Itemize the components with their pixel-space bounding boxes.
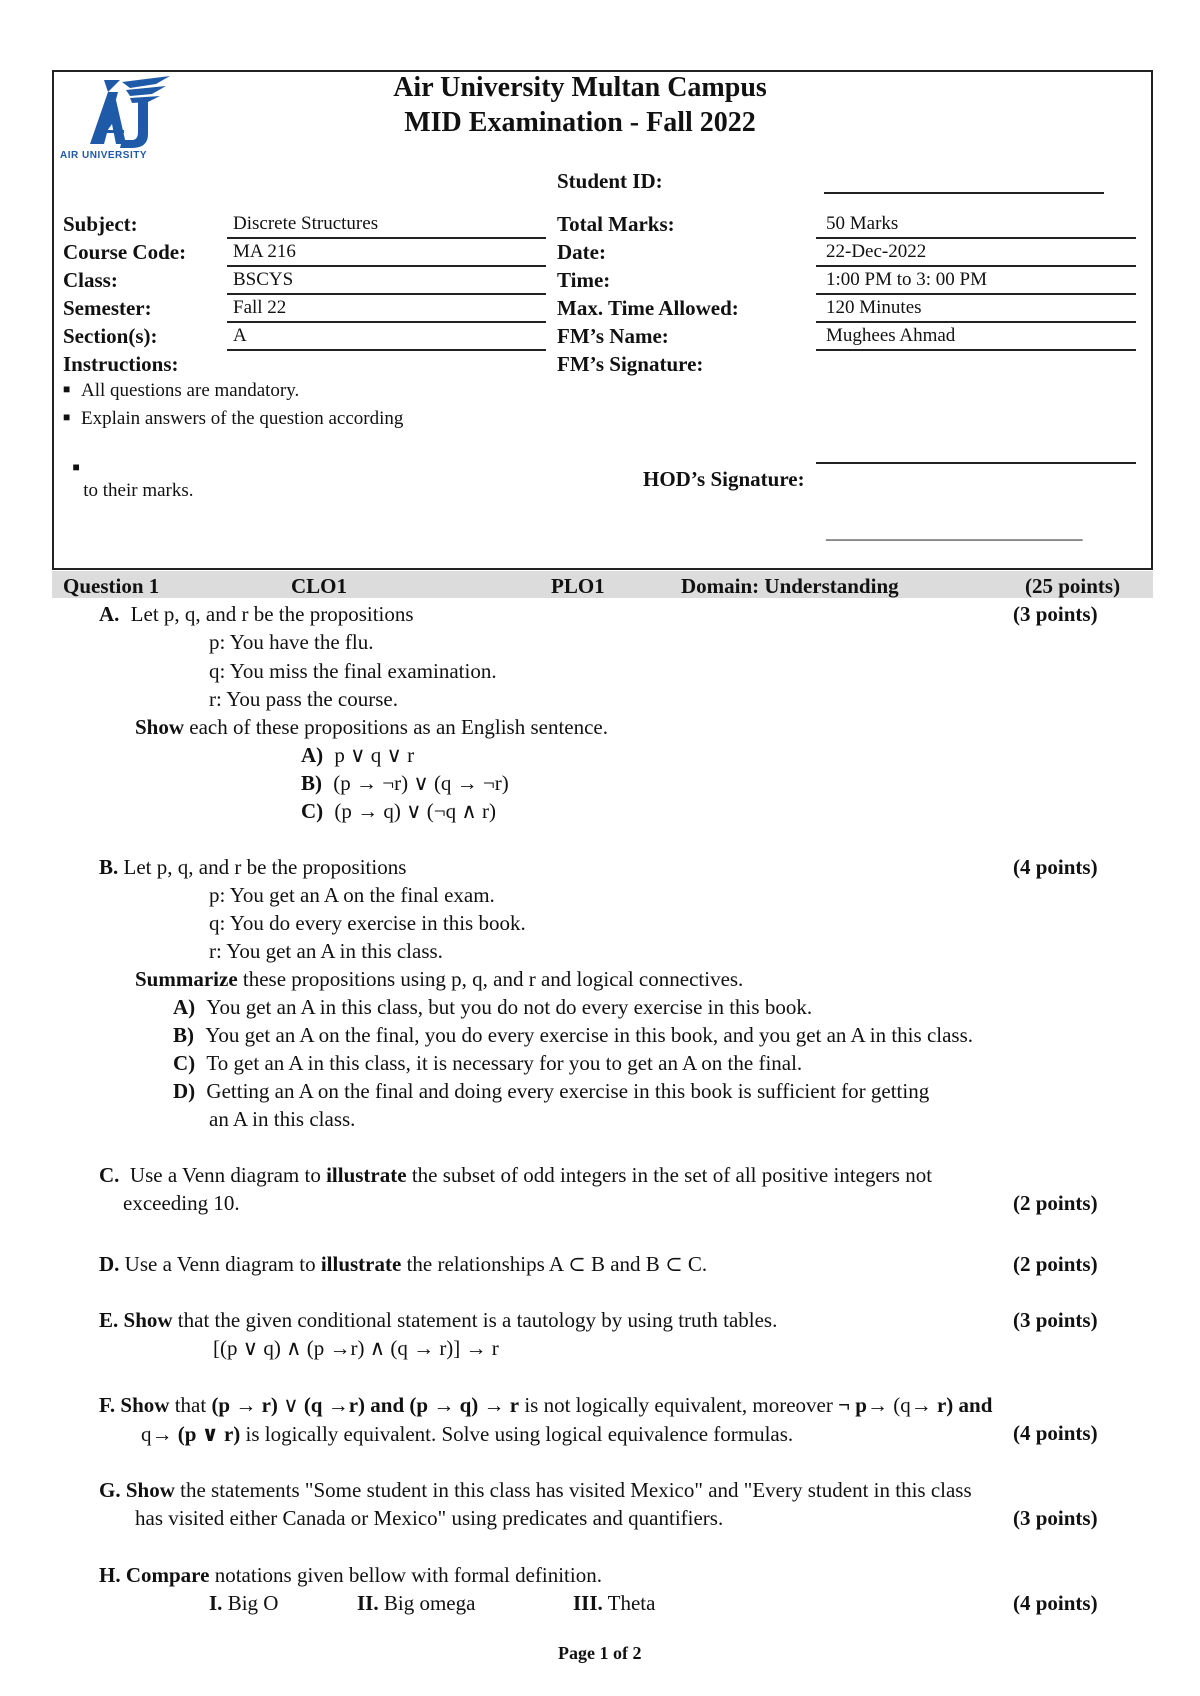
part-letter: H. [99, 1563, 121, 1587]
notation-label: II. [357, 1591, 379, 1615]
part-text: ¬ p→ [838, 1393, 894, 1417]
part-verb: Compare [120, 1563, 210, 1587]
task-text: each of these propositions as an English sentence. [184, 715, 608, 739]
sub-item-label: C) [173, 1051, 196, 1075]
part-text: notations given bellow with formal definition. [209, 1563, 602, 1587]
part-text: the subset of odd integers in the set of all positive integers not [406, 1163, 933, 1187]
date-underline [816, 265, 1136, 267]
total-marks-underline [816, 237, 1136, 239]
proposition: p: You get an A on the final exam. [209, 883, 495, 907]
part-text: Let p, q, and r be the propositions [118, 855, 407, 879]
part-a-points: (3 points) [1013, 602, 1098, 626]
sub-item [173, 995, 812, 1020]
semester-label: Semester: [63, 296, 152, 320]
sub-item-label: B) [173, 1023, 194, 1047]
course-code-label: Course Code: [63, 240, 187, 264]
part-text: r) and [936, 1393, 993, 1417]
student-id-label: Student ID: [557, 169, 663, 193]
part-d-line [99, 1252, 707, 1277]
notation-text: Big omega [378, 1591, 476, 1615]
part-f-points: (4 points) [1013, 1421, 1098, 1445]
notation-item [357, 1591, 475, 1616]
proposition: r: You pass the course. [209, 687, 398, 711]
part-text: Let p, q, and r be the propositions [130, 602, 414, 626]
proposition: r: You get an A in this class. [209, 939, 443, 963]
notation-item [209, 1591, 278, 1616]
part-verb: illustrate [326, 1163, 407, 1187]
fm-signature-line [816, 462, 1136, 464]
course-code-value: MA 216 [233, 241, 296, 262]
part-g-line2: has visited either Canada or Mexico" using predicates and quantifiers. [135, 1506, 724, 1530]
part-verb: Show [120, 1478, 175, 1502]
proposition: q: You do every exercise in this book. [209, 911, 526, 935]
subject-label: Subject: [63, 212, 138, 236]
part-c-line2: exceeding 10. [123, 1191, 240, 1215]
part-verb: illustrate [320, 1252, 402, 1276]
part-c-line1 [99, 1163, 932, 1188]
part-h-points: (4 points) [1013, 1591, 1098, 1615]
notation-label: III. [573, 1591, 603, 1615]
part-e-points: (3 points) [1013, 1308, 1098, 1332]
subject-underline [227, 237, 546, 239]
logo-text: AIR UNIVERSITY [60, 150, 148, 161]
exam-title-line1: Air University Multan Campus [393, 72, 767, 103]
question-number: Question 1 [63, 574, 160, 598]
part-text: q→ [141, 1422, 178, 1446]
part-b-intro [99, 855, 406, 880]
exam-title-line2: MID Examination - Fall 2022 [404, 107, 756, 138]
part-b-task [135, 967, 743, 992]
part-a-intro [99, 602, 414, 627]
tautology-formula: [(p ∨ q) ∧ (p →r) ∧ (q → r)] → r [213, 1336, 499, 1360]
fm-name-underline [816, 349, 1136, 351]
sub-item [301, 799, 496, 824]
part-f-line2 [141, 1421, 793, 1447]
part-text: Use a Venn diagram to [119, 1252, 321, 1276]
instruction-item [63, 408, 403, 430]
part-b-points: (4 points) [1013, 855, 1098, 879]
bullet-icon: ■ [63, 382, 71, 396]
part-letter: D. [99, 1252, 120, 1276]
total-marks-label: Total Marks: [557, 212, 675, 236]
sub-item-text: Getting an A on the final and doing every exercise in this book is sufficient for getting [206, 1079, 930, 1103]
domain-label: Domain: Understanding [681, 574, 899, 598]
max-time-value: 120 Minutes [826, 297, 922, 318]
part-a-task [135, 715, 608, 740]
clo-label: CLO1 [291, 574, 348, 598]
sub-item-label: A) [301, 743, 324, 767]
part-text: the statements "Some student in this class has visited Mexico" and "Every student in this class [174, 1478, 972, 1502]
fm-signature-label: FM’s Signature: [557, 352, 704, 376]
part-verb: Show [118, 1308, 173, 1332]
fm-name-label: FM’s Name: [557, 324, 669, 348]
instruction-text: to their marks. [78, 480, 194, 501]
sub-item [301, 743, 414, 768]
sub-item-continuation: an A in this class. [209, 1107, 356, 1131]
part-text: (p ∨ r) [177, 1422, 241, 1446]
semester-value: Fall 22 [233, 297, 287, 318]
course-code-underline [227, 265, 546, 267]
section-value: A [233, 325, 247, 346]
sub-item [173, 1023, 973, 1048]
class-underline [227, 293, 546, 295]
task-verb: Show [135, 715, 185, 739]
part-c-points: (2 points) [1013, 1191, 1098, 1215]
sub-item-text: (p → ¬r) ∨ (q → ¬r) [333, 771, 509, 795]
instructions-label: Instructions: [63, 352, 179, 376]
subject-value: Discrete Structures [233, 213, 379, 234]
part-text: is not logically equivalent, moreover [519, 1393, 839, 1417]
sub-item [173, 1079, 929, 1104]
section-underline [227, 349, 546, 351]
part-text: that [169, 1393, 212, 1417]
instruction-item [63, 436, 194, 502]
page-number: Page 1 of 2 [558, 1643, 642, 1663]
sub-item-label: C) [301, 799, 324, 823]
part-text: Use a Venn diagram to [119, 1163, 327, 1187]
part-letter: A. [99, 602, 120, 626]
max-time-underline [816, 321, 1136, 323]
question-points: (25 points) [1025, 574, 1121, 598]
semester-underline [227, 321, 546, 323]
sub-item [301, 771, 509, 796]
hod-signature-blank: ___________________________ [826, 522, 1083, 543]
section-label: Section(s): [63, 324, 158, 348]
part-letter: G. [99, 1478, 121, 1502]
max-time-label: Max. Time Allowed: [557, 296, 739, 320]
instruction-text: Explain answers of the question according [81, 408, 404, 429]
part-text: Show [115, 1393, 170, 1417]
part-text: (q →r) and (p → q) → r [303, 1393, 520, 1417]
part-text: (p → r) [211, 1393, 284, 1417]
part-text: (q→ [893, 1393, 937, 1417]
task-verb: Summarize [135, 967, 238, 991]
sub-item-label: B) [301, 771, 322, 795]
part-h-line1 [99, 1563, 602, 1588]
instruction-text: All questions are mandatory. [81, 380, 300, 401]
notation-text: Big O [222, 1591, 279, 1615]
sub-item-label: D) [173, 1079, 196, 1103]
task-text: these propositions using p, q, and r and logical connectives. [237, 967, 744, 991]
part-letter: C. [99, 1163, 120, 1187]
bullet-icon: ■ [63, 410, 71, 424]
part-text: that the given conditional statement is a tautology by using truth tables. [172, 1308, 778, 1332]
total-marks-value: 50 Marks [826, 213, 899, 234]
instruction-item [63, 380, 299, 402]
part-letter: E. [99, 1308, 119, 1332]
sub-item-text: To get an A in this class, it is necessary for you to get an A on the final. [206, 1051, 803, 1075]
proposition: p: You have the flu. [209, 630, 374, 654]
class-value: BSCYS [233, 269, 294, 290]
part-e-line [99, 1308, 777, 1333]
sub-item [173, 1051, 802, 1076]
part-letter: F. [99, 1393, 116, 1417]
part-letter: B. [99, 855, 119, 879]
notation-label: I. [209, 1591, 223, 1615]
part-g-line1 [99, 1478, 972, 1503]
sub-item-text: p ∨ q ∨ r [334, 743, 415, 767]
part-d-points: (2 points) [1013, 1252, 1098, 1276]
hod-signature-label: HOD’s Signature: [643, 467, 805, 491]
part-text: ∨ [283, 1393, 304, 1417]
time-label: Time: [557, 268, 611, 292]
proposition: q: You miss the final examination. [209, 659, 497, 683]
sub-item-text: You get an A in this class, but you do not do every exercise in this book. [206, 995, 813, 1019]
date-label: Date: [557, 240, 606, 264]
fm-name-value: Mughees Ahmad [826, 325, 956, 346]
bullet-icon: ■ [72, 460, 80, 474]
time-value: 1:00 PM to 3: 00 PM [826, 269, 988, 290]
part-text: the relationships A ⊂ B and B ⊂ C. [401, 1252, 708, 1276]
notation-item [573, 1591, 655, 1616]
plo-label: PLO1 [551, 574, 605, 598]
notation-text: Theta [602, 1591, 656, 1615]
part-text: is logically equivalent. Solve using logical equivalence formulas. [240, 1422, 794, 1446]
time-underline [816, 293, 1136, 295]
sub-item-label: A) [173, 995, 196, 1019]
sub-item-text: (p → q) ∨ (¬q ∧ r) [334, 799, 496, 823]
date-value: 22-Dec-2022 [826, 241, 927, 262]
sub-item-text: You get an A on the final, you do every exercise in this book, and you get an A in this class. [205, 1023, 974, 1047]
part-f-line1 [99, 1393, 992, 1418]
part-g-points: (3 points) [1013, 1506, 1098, 1530]
student-id-line [824, 192, 1104, 194]
class-label: Class: [63, 268, 118, 292]
